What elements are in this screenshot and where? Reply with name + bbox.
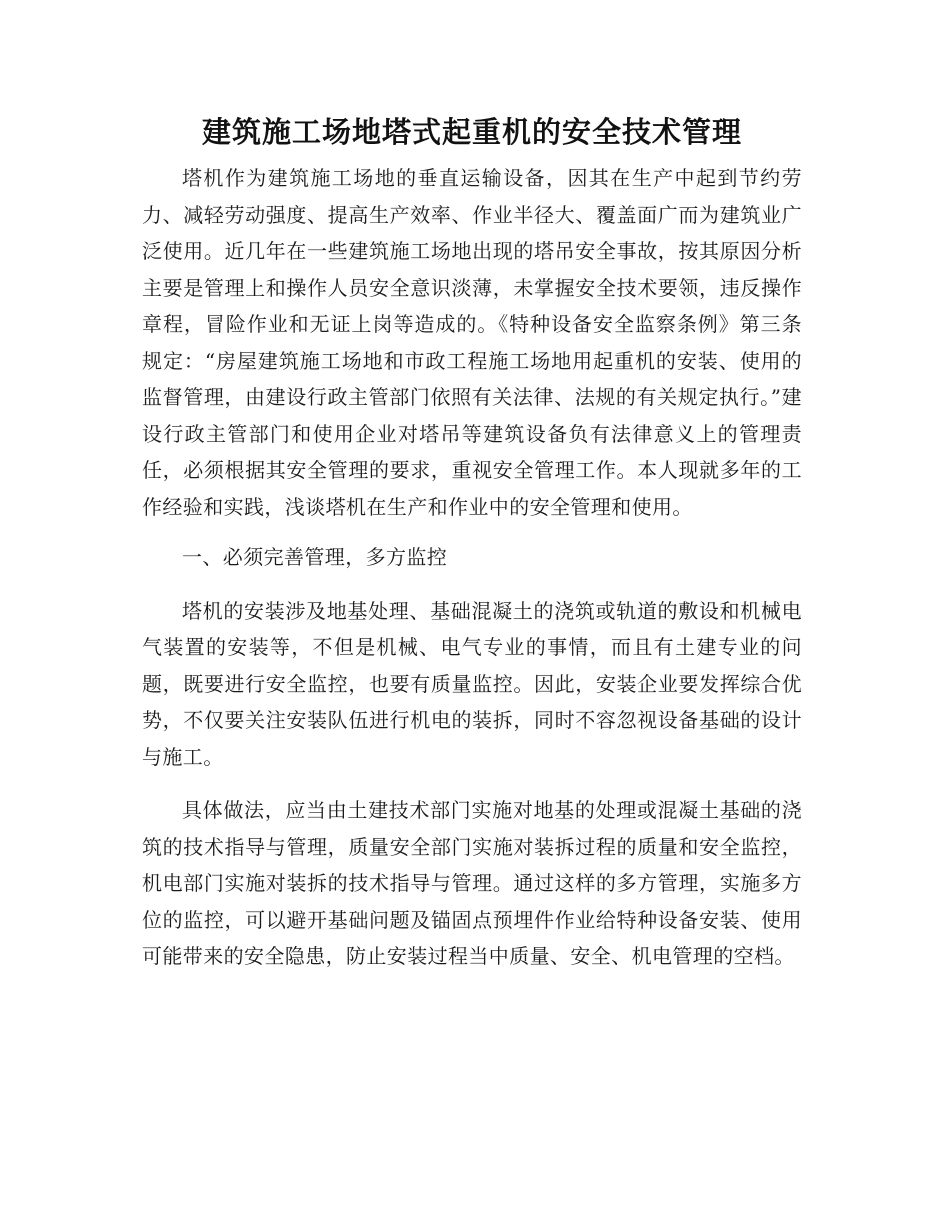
intro-paragraph: 塔机作为建筑施工场地的垂直运输设备，因其在生产中起到节约劳力、减轻劳动强度、提高生产效率、作业半径大、覆盖面广而为建筑业广泛使用。近几年在一些建筑施工场地出现的塔吊安全事故，按其原因分析主要是管理上和操作人员安全意识淡薄，未掌握安全技术要领，违反操作章程，冒险作业和无证上岗等造成的。《特种设备安全监察条例》第三条规定：“房屋建筑施工场地和市政工程施工场地用起重机的安装、使用的监督管理，由建设行政主管部门依照有关法律、法规的有关规定执行。”建设行政主管部门和使用企业对塔吊等建筑设备负有法律意义上的管理责任，必须根据其安全管理的要求，重视安全管理工作。本人现就多年的工作经验和实践，浅谈塔机在生产和作业中的安全管理和使用。 bbox=[142, 166, 802, 519]
paragraph-spacer bbox=[142, 775, 802, 792]
section-heading: 一、必须完善管理，多方监控 bbox=[182, 545, 448, 569]
body-paragraph: 具体做法，应当由土建技术部门实施对地基的处理或混凝土基础的浇筑的技术指导与管理，质量安全部门实施对装拆过程的质量和安全监控，机电部门实施对装拆的技术指导与管理。通过这样的多方管理，实施多方位的监控，可以避开基础问题及锚固点预埋件作业给特种设备安装、使用可能带来的安全隐患，防止安装过程当中质量、安全、机电管理的空档。 bbox=[142, 798, 802, 968]
document-body bbox=[142, 110, 802, 975]
body-paragraph: 塔机的安装涉及地基处理、基础混凝土的浇筑或轨道的敷设和机械电气装置的安装等，不但是机械、电气专业的事情，而且有土建专业的问题，既要进行安全监控，也要有质量监控。因此，安装企业要发挥综合优势，不仅要关注安装队伍进行机电的装拆，同时不容忽视设备基础的设计与施工。 bbox=[142, 598, 802, 769]
paragraph-spacer bbox=[142, 576, 802, 593]
paragraph-spacer bbox=[142, 525, 802, 539]
document-title: 建筑施工场地塔式起重机的安全技术管理 bbox=[201, 115, 742, 149]
